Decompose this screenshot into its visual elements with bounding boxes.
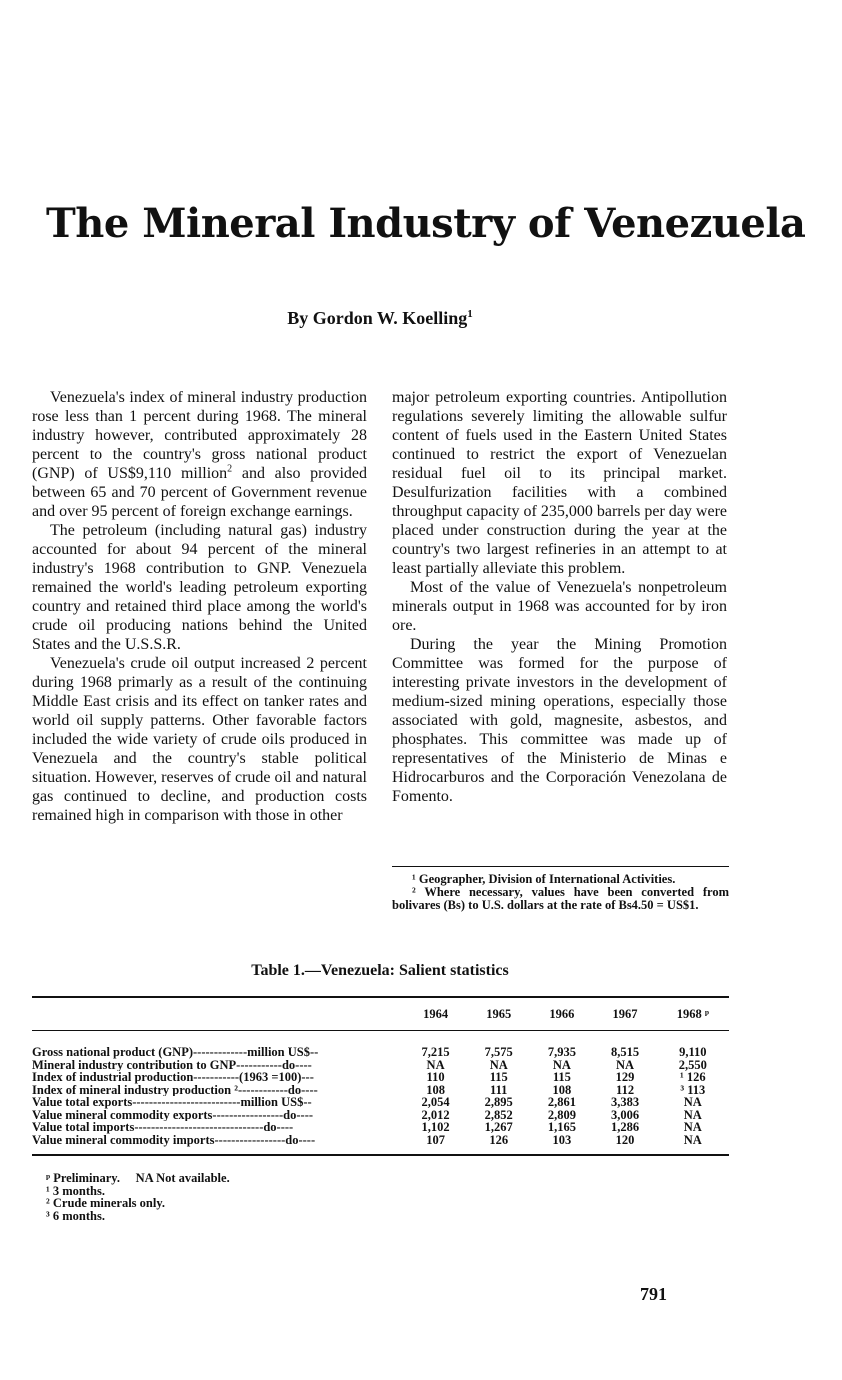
table-cell: NA <box>616 1057 635 1072</box>
table-cell: 2,012 <box>421 1107 450 1122</box>
table-body <box>32 1031 729 1156</box>
body-paragraph <box>392 635 727 806</box>
footnote-ref: 2 <box>227 463 233 475</box>
table-cell: 2,852 <box>484 1107 513 1122</box>
table-row <box>32 1096 729 1109</box>
table-cell: NA <box>552 1057 571 1072</box>
paragraph-text: Venezuela's index of mineral industry production rose less than 1 percent during 1968. The mineral industry however, contributed approximately 28 percent to the country's gross national product (GNP) of US$9,110 million <box>32 389 367 482</box>
table-cell: 107 <box>426 1132 445 1147</box>
table-cell: 103 <box>552 1132 572 1147</box>
row-label: Index of industrial production-----------(1963 =100)--- <box>32 1071 314 1084</box>
table-cell: NA <box>426 1057 445 1072</box>
table-cell: 7,935 <box>547 1045 576 1059</box>
paragraph-text: Venezuela's crude oil output increased 2 percent during 1968 primarly as a result of the continuing Middle East crisis and its effect on tanker rates and world oil supply patterns. Other favorable factors included the wide variety of crude oils produced in Venezuela and the country's stable political situation. However, reserves of crude oil and natural gas continued to decline, and production costs remained high in comparison with those in other <box>32 655 367 824</box>
paragraph-text: major petroleum exporting countries. Antipollution regulations severely limiting the allowable sulfur content of fuels used in the Eastern United States continued to restrict the export of Venezuelan residual fuel oil to its principal market. Desulfurization facilities with a combined throughput capacity of 235,000 barrels per day were placed under construction during the year at the country's two largest refineries in an attempt to at least partially alleviate this problem. <box>392 389 727 577</box>
table-header-year: 1965 <box>486 1006 512 1021</box>
table-cell: 8,515 <box>610 1045 640 1059</box>
page-number: 791 <box>640 1284 667 1304</box>
body-paragraph <box>392 388 727 578</box>
table-cell: 7,575 <box>484 1045 513 1059</box>
table-note: ³ 6 months. <box>46 1208 105 1223</box>
paragraph-text: During the year the Mining Promotion Committee was formed for the purpose of interesting private investors in the development of medium-sized mining operations, especially those associated with gold, magnesite, asbestos, and phosphates. This committee was made up of representatives of the Ministerio de Minas e Hidrocarburos and the Corporación Venezolana de Fomento. <box>392 636 727 805</box>
table-cell: 3,006 <box>610 1107 640 1122</box>
footnote-1: ¹ Geographer, Division of International Activities. <box>412 872 676 886</box>
table-cell: 126 <box>489 1132 509 1147</box>
table-note: ² Crude minerals only. <box>46 1196 166 1210</box>
body-column-left <box>32 388 367 825</box>
table-header-year: 1964 <box>423 1006 449 1021</box>
byline <box>0 308 760 329</box>
table-cell: 115 <box>489 1070 508 1084</box>
page-title: The Mineral Industry of Venezuela <box>46 200 806 247</box>
table-header-year: 1968 ᵖ <box>676 1006 709 1021</box>
table-cell: NA <box>489 1057 508 1072</box>
table-cell: 120 <box>615 1132 635 1147</box>
table-cell: 112 <box>616 1082 635 1097</box>
table-cell: 2,054 <box>421 1095 450 1109</box>
row-label: Value total imports-------------------------------do---- <box>32 1121 294 1134</box>
table-cell: 111 <box>490 1082 508 1097</box>
table-cell: 9,110 <box>679 1045 707 1059</box>
table-cell: 2,861 <box>547 1095 576 1109</box>
table-cell: 129 <box>615 1070 635 1084</box>
table-header-row <box>32 997 729 1031</box>
table-row <box>32 1134 729 1156</box>
row-label: Mineral industry contribution to GNP-----------do---- <box>32 1058 312 1071</box>
table-cell: 108 <box>552 1082 572 1097</box>
table-cell: 7,215 <box>421 1045 450 1059</box>
table-cell: 1,267 <box>484 1120 513 1134</box>
row-label: Value total exports--------------------------million US$-- <box>32 1096 312 1109</box>
table-row <box>32 1031 729 1059</box>
row-label: Gross national product (GNP)-------------million US$-- <box>32 1045 319 1059</box>
table-cell: 1,286 <box>610 1120 640 1134</box>
footnotes <box>392 866 729 912</box>
table-cell: 3,383 <box>610 1095 640 1109</box>
table-note: ᵖ Preliminary. NA Not available. <box>46 1171 230 1185</box>
body-column-right <box>392 388 727 806</box>
table-cell: 108 <box>426 1082 445 1097</box>
table-notes <box>46 1172 446 1222</box>
table-cell: 2,895 <box>484 1095 513 1109</box>
table-cell: 110 <box>426 1070 445 1084</box>
table-header-label <box>32 997 404 1031</box>
paragraph-text: Most of the value of Venezuela's nonpetroleum minerals output in 1968 was accounted for by iron ore. <box>392 579 727 634</box>
body-paragraph <box>32 521 367 654</box>
table-row <box>32 1121 729 1134</box>
salient-statistics-table <box>32 996 729 1156</box>
table-header-year: 1966 <box>549 1006 575 1021</box>
table-cell: 1,102 <box>421 1120 450 1134</box>
table-note: ¹ 3 months. <box>46 1183 105 1198</box>
footnote-2: ² Where necessary, values have been converted from bolivares (Bs) to U.S. dollars at the rate of Bs4.50 = US$1. <box>392 885 729 912</box>
body-paragraph <box>32 388 367 521</box>
table-title: Table 1.—Venezuela: Salient statistics <box>251 962 509 979</box>
row-label: Value mineral commodity imports-----------------do---- <box>32 1133 316 1147</box>
table-cell: 115 <box>552 1070 571 1084</box>
table-cell: NA <box>683 1120 702 1134</box>
table-cell: ¹ 126 <box>680 1070 706 1084</box>
table-cell: 1,165 <box>547 1120 576 1134</box>
table-cell: NA <box>683 1095 702 1109</box>
paragraph-text: The petroleum (including natural gas) industry accounted for about 94 percent of the mineral industry's 1968 contribution to GNP. Venezuela remained the world's leading petroleum exporting country and retained third place among the world's crude oil producing nations behind the United States and the U.S.S.R. <box>32 522 367 653</box>
byline-footnote-ref: 1 <box>467 308 473 320</box>
row-label: Index of mineral industry production ²------------do---- <box>32 1083 318 1096</box>
row-label: Value mineral commodity exports-----------------do---- <box>32 1108 314 1121</box>
table-header-year: 1967 <box>612 1006 638 1021</box>
table-row <box>32 1071 729 1084</box>
byline-author: By Gordon W. Koelling <box>287 308 468 328</box>
table-cell: 2,809 <box>547 1107 576 1122</box>
body-paragraph <box>392 578 727 635</box>
table-cell: NA <box>683 1132 702 1147</box>
table-cell: NA <box>683 1107 702 1122</box>
body-paragraph <box>32 654 367 825</box>
table-cell: ³ 113 <box>680 1082 706 1097</box>
table-cell: 2,550 <box>678 1057 707 1072</box>
paragraph-text: and also provided between 65 and 70 percent of Government revenue and over 95 percent of foreign exchange earnings. <box>32 465 368 520</box>
